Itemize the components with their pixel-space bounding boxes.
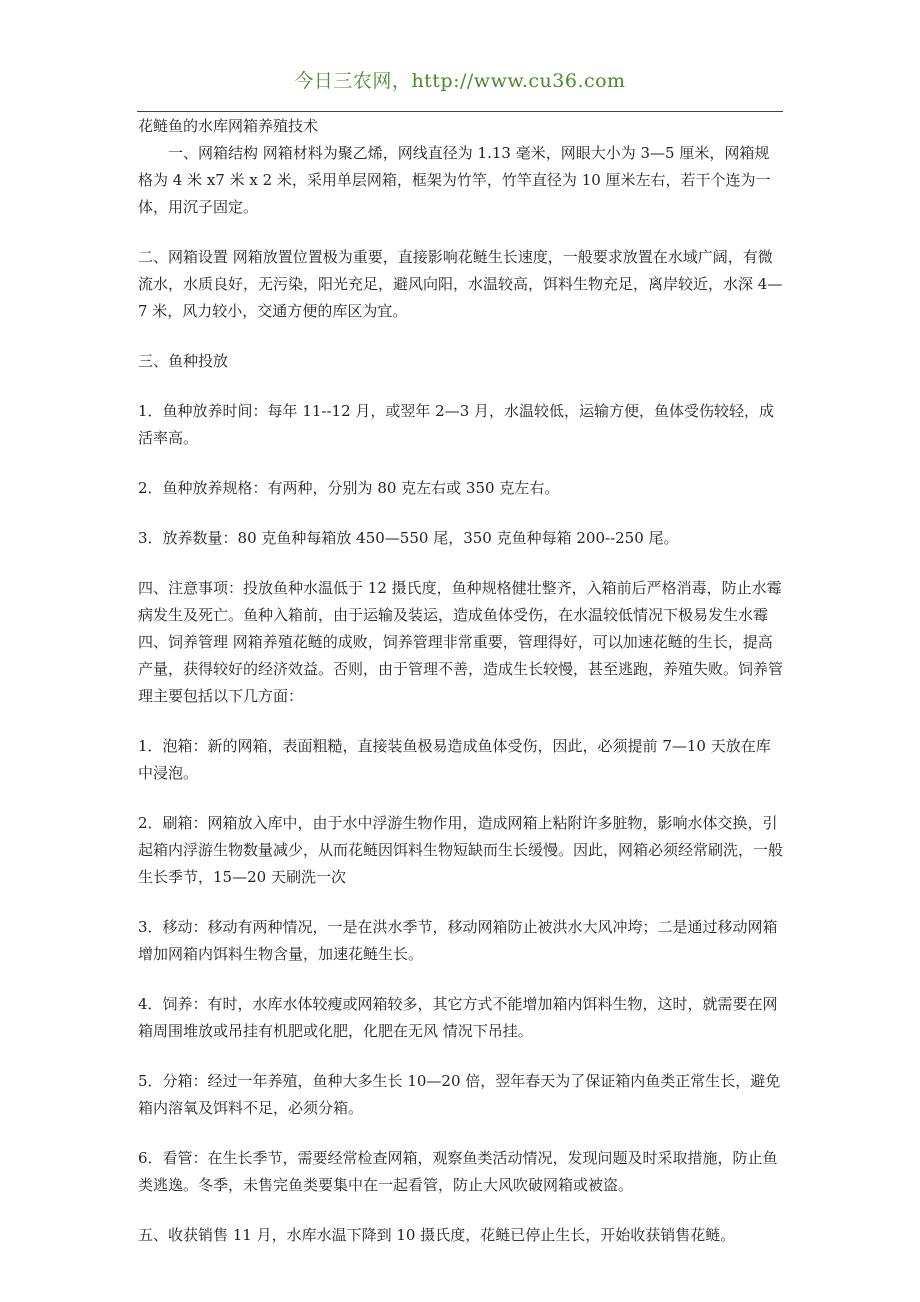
paragraph-harvest-sale: 五、收获销售 11 月，水库水温下降到 10 摄氏度，花鲢已停止生长，开始收获销售花鲢。 bbox=[138, 1226, 736, 1244]
paragraph-brushing-nets: 2．刷箱：网箱放入库中，由于水中浮游生物作用，造成网箱上粘附许多脏物，影响水体交换，引起箱内浮游生物数量减少，从而花鲢因饵料生物短缺而生长缓慢。因此，网箱必须经常刷洗，一般生长季节，15—20 天刷洗一次 bbox=[138, 814, 784, 886]
site-url-link[interactable]: http://www.cu36.com bbox=[411, 70, 626, 92]
paragraph-net-structure: 一、网箱结构 网箱材料为聚乙烯，网线直径为 1.13 毫米，网眼大小为 3—5 厘米，网箱规格为 4 米 x7 米 x 2 米，采用单层网箱，框架为竹竿，竹竿直径为 10 厘米左右，若干个连为一体，用沉子固定。 bbox=[138, 144, 771, 216]
paragraph-soaking-nets: 1．泡箱：新的网箱，表面粗糙，直接装鱼极易造成鱼体受伤，因此，必须提前 7—10 天放在库中浸泡。 bbox=[138, 737, 771, 782]
page-header bbox=[0, 66, 920, 93]
section-heading-stocking: 三、鱼种投放 bbox=[138, 352, 229, 370]
header-separator: ， bbox=[391, 70, 412, 92]
document-title: 花鲢鱼的水库网箱养殖技术 bbox=[138, 117, 319, 135]
paragraph-stocking-time: 1．鱼种放养时间：每年 11--12 月，或翌年 2—3 月，水温较低，运输方便，鱼体受伤较轻，成活率高。 bbox=[138, 402, 775, 447]
document-body bbox=[138, 113, 814, 1249]
paragraph-stocking-size: 2．鱼种放养规格：有两种，分别为 80 克左右或 350 克左右。 bbox=[138, 479, 560, 497]
header-divider bbox=[137, 111, 783, 112]
paragraph-splitting-nets: 5．分箱：经过一年养殖，鱼种大多生长 10—20 倍，翌年春天为了保证箱内鱼类正常生长，避免箱内溶氧及饵料不足，必须分箱。 bbox=[138, 1072, 781, 1117]
paragraph-moving-nets: 3．移动：移动有两种情况，一是在洪水季节，移动网箱防止被洪水大风冲垮；二是通过移动网箱增加网箱内饵料生物含量，加速花鲢生长。 bbox=[138, 918, 778, 963]
paragraph-stocking-quantity: 3．放养数量：80 克鱼种每箱放 450—550 尾，350 克鱼种每箱 200--250 尾。 bbox=[138, 529, 679, 547]
paragraph-precautions-and-management: 四、注意事项：投放鱼种水温低于 12 摄氏度，鱼种规格健壮整齐，入箱前后严格消毒，防止水霉病发生及死亡。鱼种入箱前，由于运输及装运，造成鱼体受伤，在水温较低情况下极易发生水霉 四、饲养管理 网箱养殖花鲢的成败，饲养管理非常重要，管理得好，可以加速花鲢的生长，提高产量，获得较好的经济效益。否则，由于管理不善，造成生长较慢，甚至逃跑，养殖失败。饲养管理主要包括以下几方面： bbox=[138, 579, 814, 705]
paragraph-feeding: 4．饲养：有时，水库水体较瘦或网箱较多，其它方式不能增加箱内饵料生物，这时，就需要在网箱周围堆放或吊挂有机肥或化肥，化肥在无风 情况下吊挂。 bbox=[138, 995, 778, 1040]
paragraph-net-placement: 二、网箱设置 网箱放置位置极为重要，直接影响花鲢生长速度，一般要求放置在水域广阔，有微流水，水质良好，无污染，阳光充足，避风向阳，水温较高，饵料生物充足，离岸较近，水深 4—7 米，风力较小，交通方便的库区为宜。 bbox=[138, 248, 783, 320]
paragraph-guarding: 6．看管：在生长季节，需要经常检查网箱，观察鱼类活动情况，发现问题及时采取措施，防止鱼类逃逸。冬季，未售完鱼类要集中在一起看管，防止大风吹破网箱或被盗。 bbox=[138, 1149, 778, 1194]
site-name: 今日三农网 bbox=[294, 70, 392, 92]
